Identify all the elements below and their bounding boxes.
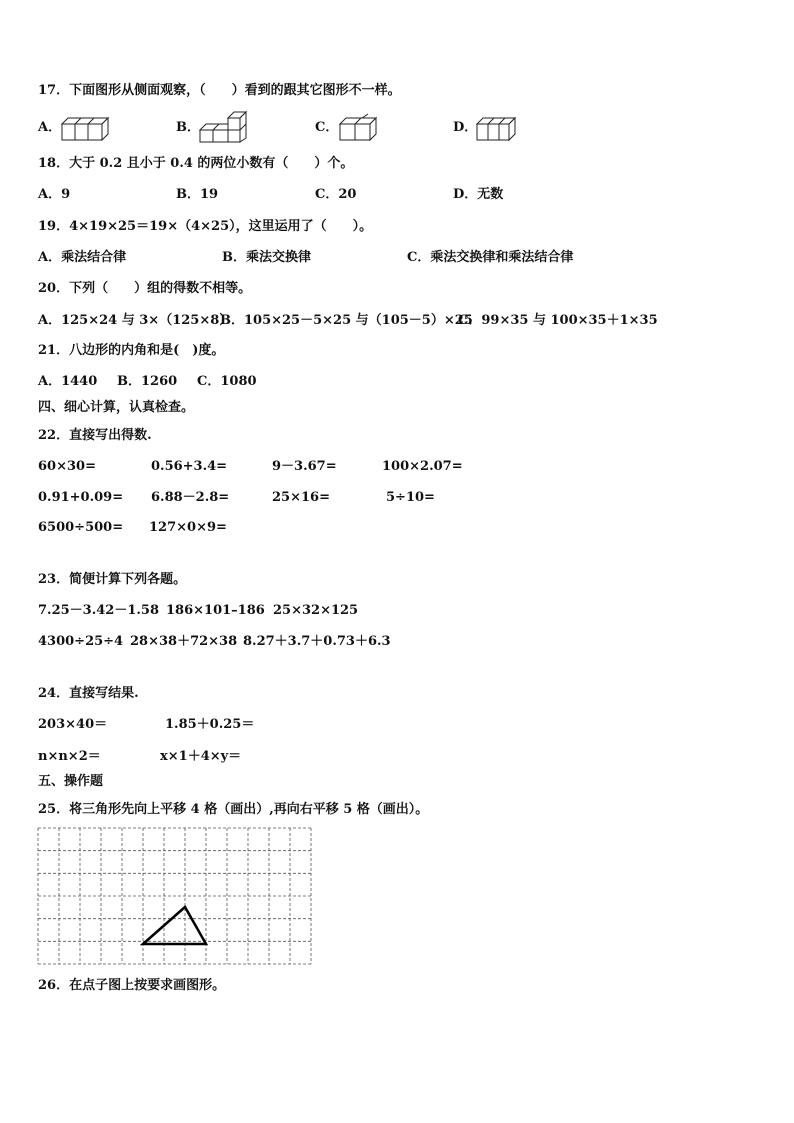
translation-grid [38,828,312,966]
question-21-stem: 21．八边形的内角和是( )度。 [38,343,225,358]
q22-item: 60×30= [38,459,96,474]
q18-option-a: A．9 [38,187,71,202]
question-19-stem: 19．4×19×25＝19×（4×25），这里运用了（ ）。 [38,219,373,234]
q22-item: 6500÷500= [38,520,124,535]
q17-option-c-label: C． [315,120,339,135]
q22-item: 100×2.07= [382,459,463,474]
q21-option-c: C．1080 [197,374,257,389]
q22-item: 6.88－2.8= [151,490,230,505]
question-25-stem: 25．将三角形先向上平移 4 格（画出）,再向右平移 5 格（画出）。 [38,802,429,817]
q23-item: 186×101–186 [166,603,265,618]
q17-option-a-label: A． [38,120,62,135]
q18-option-d: D．无数 [453,187,504,202]
q17-option-d-label: D． [453,120,478,135]
q20-option-a: A．125×24 与 3×（125×8） [38,313,233,328]
q22-item: 5÷10= [386,490,435,505]
question-20-stem: 20．下列（ ）组的得数不相等。 [38,281,252,296]
question-22-stem: 22．直接写出得数. [38,428,152,443]
q22-item: 127×0×9= [149,520,227,535]
section-4-heading: 四、细心计算，认真检查。 [38,400,195,415]
section-5-heading: 五、操作题 [38,774,104,789]
q22-item: 9－3.67= [272,459,337,474]
q23-item: 4300÷25÷4 [38,634,124,649]
cube-figure-d-icon [475,114,521,142]
triangle-shape [143,907,206,944]
question-18-stem: 18．大于 0.2 且小于 0.4 的两位小数有（ ）个。 [38,156,354,171]
q18-option-c: C．20 [315,187,357,202]
q17-option-b-label: B． [176,120,200,135]
q22-item: 0.56+3.4= [151,459,228,474]
q23-item: 7.25－3.42－1.58 [38,603,159,618]
q18-option-b: B．19 [176,187,219,202]
q22-item: 25×16= [272,490,330,505]
cube-figure-a-icon [60,114,112,142]
q24-item: x×1＋4×y＝ [160,749,242,764]
q21-option-b: B．1260 [117,374,178,389]
q22-item: 0.91+0.09= [38,490,124,505]
question-26-stem: 26．在点子图上按要求画图形。 [38,978,226,993]
q19-option-c: C．乘法交换律和乘法结合律 [407,250,574,265]
cube-figure-b-icon [198,108,250,144]
q24-item: n×n×2＝ [38,749,101,764]
q24-item: 1.85＋0.25＝ [165,717,255,732]
q24-item: 203×40＝ [38,717,108,732]
q20-option-b: B．105×25－5×25 与（105－5）×25 [220,313,473,328]
cube-figure-c-icon [338,114,382,142]
q21-option-a: A．1440 [38,374,98,389]
q23-item: 28×38＋72×38 [130,634,238,649]
q23-item: 25×32×125 [273,603,359,618]
question-17-stem: 17．下面图形从侧面观察，（ ）看到的跟其它图形不一样。 [38,83,401,98]
q23-item: 8.27＋3.7＋0.73＋6.3 [243,634,391,649]
q19-option-b: B．乘法交换律 [222,250,311,265]
question-24-stem: 24．直接写结果. [38,686,139,701]
q20-option-c: C．99×35 与 100×35＋1×35 [458,313,658,328]
q19-option-a: A．乘法结合律 [38,250,127,265]
question-23-stem: 23．简便计算下列各题。 [38,572,187,587]
